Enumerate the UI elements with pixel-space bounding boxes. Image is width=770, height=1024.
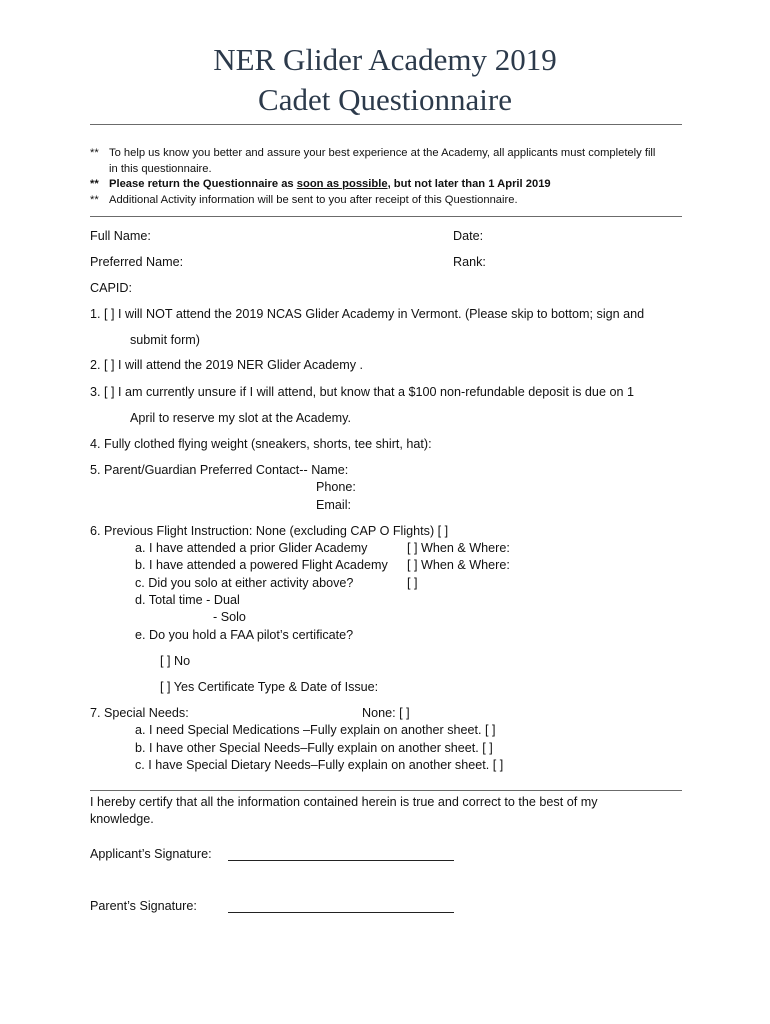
question-6e: e. Do you hold a FAA pilot’s certificate?: [135, 628, 354, 642]
capid-label: CAPID:: [90, 281, 132, 295]
rank-label: Rank:: [453, 255, 486, 269]
question-5: 5. Parent/Guardian Preferred Contact-- Name:: [90, 463, 349, 477]
parent-signature-line[interactable]: [228, 912, 454, 913]
applicant-signature-label: Applicant’s Signature:: [90, 847, 212, 861]
date-label: Date:: [453, 229, 484, 243]
question-6b: b. I have attended a powered Flight Academy: [135, 558, 388, 572]
parent-signature-label: Parent’s Signature:: [90, 899, 197, 913]
note-1-text-cont: in this questionnaire.: [109, 163, 212, 175]
note-marker: **: [90, 178, 99, 190]
question-2: 2. [ ] I will attend the 2019 NER Glider Academy .: [90, 358, 363, 372]
question-1-cont: submit form): [130, 333, 200, 347]
question-6b-box: [ ] When & Where:: [407, 558, 510, 572]
question-3-cont: April to reserve my slot at the Academy.: [130, 411, 351, 425]
question-7: 7. Special Needs:: [90, 706, 189, 720]
preferred-name-label: Preferred Name:: [90, 255, 184, 269]
question-7a: a. I need Special Medications –Fully explain on another sheet. [ ]: [135, 723, 496, 737]
full-name-label: Full Name:: [90, 229, 151, 243]
note-1-text: To help us know you better and assure your best experience at the Academy, all applicants must completely fill: [109, 147, 656, 159]
question-6e-no: [ ] No: [160, 654, 191, 668]
phone-label: Phone:: [316, 480, 356, 494]
deadline-emphasis: soon as possible: [296, 178, 388, 190]
certification-text-cont: knowledge.: [90, 812, 154, 826]
page-subtitle: Cadet Questionnaire: [258, 82, 512, 117]
question-6c-box: [ ]: [407, 576, 418, 590]
question-6d: d. Total time - Dual: [135, 593, 240, 607]
question-4: 4. Fully clothed flying weight (sneakers, shorts, tee shirt, hat):: [90, 437, 432, 451]
question-6a-box: [ ] When & Where:: [407, 541, 510, 555]
question-6e-yes: [ ] Yes Certificate Type & Date of Issue:: [160, 680, 379, 694]
question-7c: c. I have Special Dietary Needs–Fully explain on another sheet. [ ]: [135, 758, 504, 772]
question-7-none: None: [ ]: [362, 706, 410, 720]
email-label: Email:: [316, 498, 351, 512]
question-1: 1. [ ] I will NOT attend the 2019 NCAS Glider Academy in Vermont. (Please skip to bottom; sign and: [90, 307, 645, 321]
title-divider: [90, 124, 682, 125]
question-6a: a. I have attended a prior Glider Academy: [135, 541, 368, 555]
question-6c: c. Did you solo at either activity above?: [135, 576, 354, 590]
applicant-signature-line[interactable]: [228, 860, 454, 861]
certification-text: I hereby certify that all the information contained herein is true and correct to the best of my: [90, 795, 598, 809]
note-3-text: Additional Activity information will be sent to you after receipt of this Questionnaire.: [109, 194, 518, 206]
question-6d-solo: - Solo: [213, 610, 246, 624]
question-6: 6. Previous Flight Instruction: None (excluding CAP O Flights) [ ]: [90, 524, 449, 538]
certify-divider: [90, 790, 682, 791]
note-marker: **: [90, 147, 99, 159]
page-title: NER Glider Academy 2019: [213, 42, 557, 77]
question-7b: b. I have other Special Needs–Fully explain on another sheet. [ ]: [135, 741, 493, 755]
note-2-text: Please return the Questionnaire as soon as possible, but not later than 1 April 2019: [109, 178, 551, 190]
notes-divider: [90, 216, 682, 217]
note-marker: **: [90, 194, 99, 206]
question-3: 3. [ ] I am currently unsure if I will attend, but know that a $100 non-refundable deposit is due on 1: [90, 385, 634, 399]
